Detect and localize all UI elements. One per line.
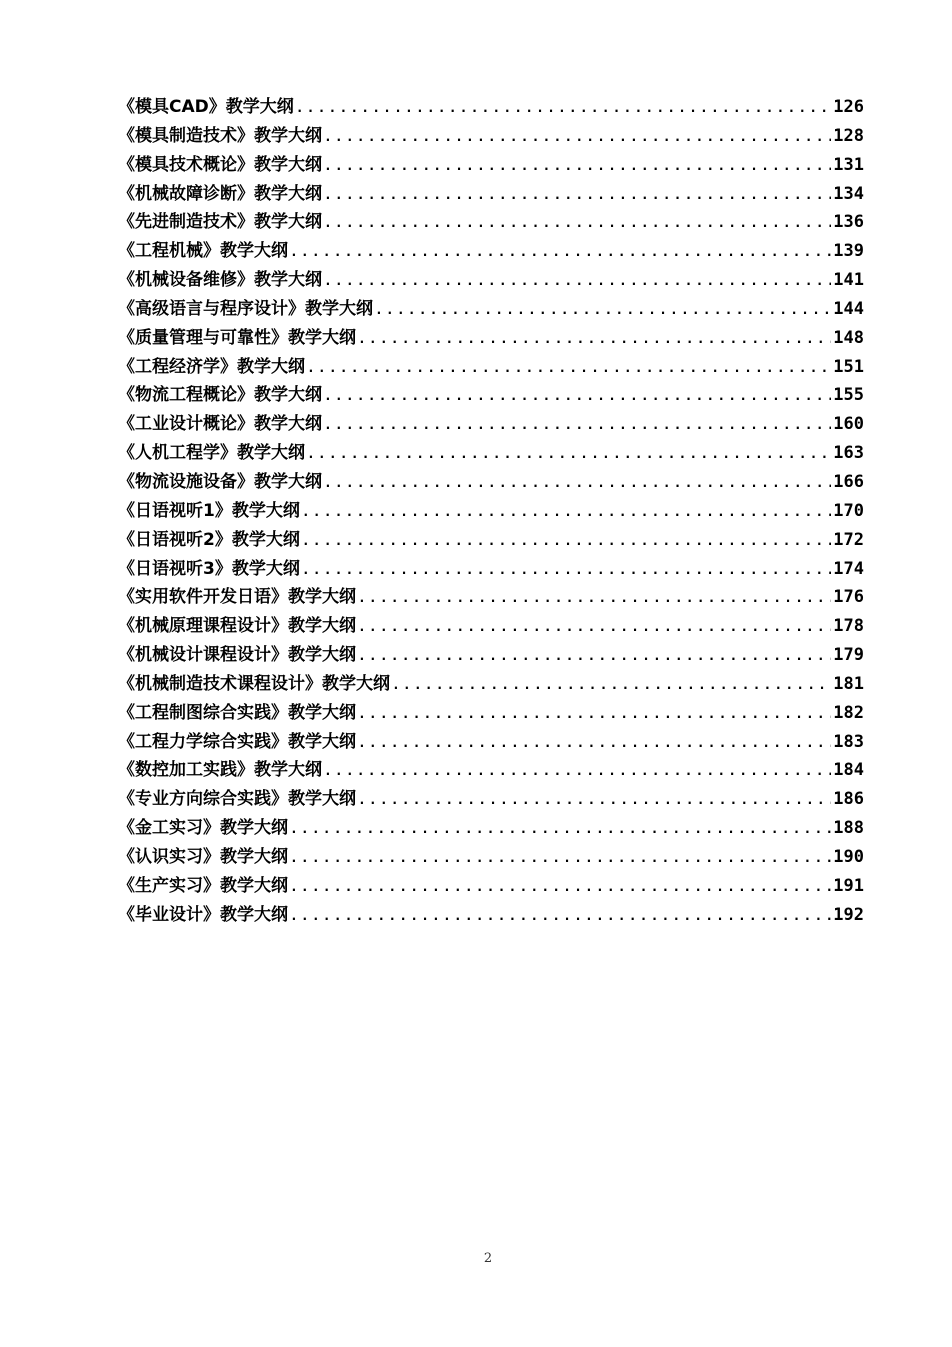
dot-leader (324, 764, 831, 779)
toc-entry[interactable] (118, 323, 864, 352)
toc-entry[interactable] (118, 755, 864, 784)
toc-entry-title: 《模具技术概论》教学大纲 (118, 154, 322, 175)
toc-entry-title: 《金工实习》教学大纲 (118, 818, 288, 839)
toc-entry-title: 《日语视听1》教学大纲 (118, 500, 300, 521)
dot-leader (307, 447, 831, 462)
toc-entry-title: 《模具制造技术》教学大纲 (118, 125, 322, 146)
toc-entry-title: 《高级语言与程序设计》教学大纲 (118, 298, 373, 319)
dot-leader (392, 678, 831, 693)
dot-leader (358, 707, 831, 722)
toc-entry[interactable] (118, 813, 864, 842)
toc-entry-page: 131 (833, 154, 864, 175)
toc-entry-title: 《先进制造技术》教学大纲 (118, 212, 322, 233)
toc-entry-page: 178 (833, 616, 864, 637)
toc-entry[interactable] (118, 150, 864, 179)
toc-entry[interactable] (118, 294, 864, 323)
toc-entry-title: 《生产实习》教学大纲 (118, 875, 288, 896)
toc-entry-page: 192 (833, 904, 864, 925)
dot-leader (290, 822, 831, 837)
toc-entry-page: 170 (833, 500, 864, 521)
toc-entry[interactable] (118, 92, 864, 121)
toc-entry-page: 155 (833, 385, 864, 406)
toc-entry-title: 《日语视听2》教学大纲 (118, 529, 300, 550)
toc-entry[interactable] (118, 236, 864, 265)
toc-entry[interactable] (118, 784, 864, 813)
dot-leader (302, 563, 831, 578)
toc-entry-page: 126 (833, 97, 864, 117)
dot-leader (290, 851, 831, 866)
toc-entry-page: 184 (833, 760, 864, 781)
toc-entry-title: 《质量管理与可靠性》教学大纲 (118, 327, 356, 348)
toc-entry-title: 《工程经济学》教学大纲 (118, 356, 305, 377)
toc-entry-page: 190 (833, 846, 864, 867)
toc-entry-page: 134 (833, 183, 864, 204)
toc-entry[interactable] (118, 121, 864, 150)
toc-entry-page: 141 (833, 270, 864, 291)
toc-entry[interactable] (118, 698, 864, 727)
toc-entry[interactable] (118, 467, 864, 496)
toc-entry-title: 《工程制图综合实践》教学大纲 (118, 702, 356, 723)
toc-entry-page: 160 (833, 414, 864, 435)
toc-entry[interactable] (118, 207, 864, 236)
toc-entry-title: 《机械设计课程设计》教学大纲 (118, 645, 356, 666)
toc-entry-page: 139 (833, 241, 864, 262)
toc-entry-title: 《实用软件开发日语》教学大纲 (118, 587, 356, 608)
toc-entry-title: 《模具CAD》教学大纲 (118, 97, 294, 117)
toc-entry-page: 179 (833, 645, 864, 666)
toc-entry-title: 《工程力学综合实践》教学大纲 (118, 731, 356, 752)
dot-leader (324, 389, 831, 404)
toc-entry[interactable] (118, 265, 864, 294)
toc-entry-page: 136 (833, 212, 864, 233)
dot-leader (375, 303, 831, 318)
dot-leader (290, 909, 831, 924)
dot-leader (358, 793, 831, 808)
toc-entry[interactable] (118, 380, 864, 409)
toc-entry[interactable] (118, 179, 864, 208)
toc-entry[interactable] (118, 352, 864, 381)
dot-leader (324, 274, 831, 289)
toc-entry-page: 128 (833, 125, 864, 146)
toc-entry-page: 163 (833, 443, 864, 464)
toc-entry-title: 《工业设计概论》教学大纲 (118, 414, 322, 435)
dot-leader (324, 476, 831, 491)
dot-leader (358, 620, 831, 635)
toc-entry-page: 176 (833, 587, 864, 608)
toc-entry-title: 《机械制造技术课程设计》教学大纲 (118, 673, 390, 694)
toc-entry-page: 148 (833, 327, 864, 348)
page-number: 2 (483, 1251, 493, 1266)
dot-leader (290, 880, 831, 895)
toc-entry[interactable] (118, 554, 864, 583)
toc-entry[interactable] (118, 842, 864, 871)
toc-entry-title: 《专业方向综合实践》教学大纲 (118, 789, 356, 810)
dot-leader (324, 159, 831, 174)
toc-entry-page: 166 (833, 471, 864, 492)
toc-entry-page: 181 (833, 673, 864, 694)
dot-leader (307, 361, 831, 376)
toc-entry[interactable] (118, 669, 864, 698)
toc-entry-title: 《物流工程概论》教学大纲 (118, 385, 322, 406)
toc-entry-title: 《机械原理课程设计》教学大纲 (118, 616, 356, 637)
toc-entry[interactable] (118, 496, 864, 525)
dot-leader (358, 736, 831, 751)
toc-entry-title: 《日语视听3》教学大纲 (118, 558, 300, 579)
toc-entry[interactable] (118, 727, 864, 756)
toc-entry-page: 186 (833, 789, 864, 810)
toc-entry-title: 《机械设备维修》教学大纲 (118, 270, 322, 291)
toc-entry-title: 《数控加工实践》教学大纲 (118, 760, 322, 781)
table-of-contents (118, 92, 864, 928)
toc-entry-page: 174 (833, 558, 864, 579)
dot-leader (324, 188, 831, 203)
toc-entry-title: 《工程机械》教学大纲 (118, 241, 288, 262)
toc-entry[interactable] (118, 900, 864, 929)
dot-leader (324, 216, 831, 231)
toc-entry-title: 《机械故障诊断》教学大纲 (118, 183, 322, 204)
toc-entry-page: 151 (833, 356, 864, 377)
toc-entry-page: 144 (833, 298, 864, 319)
dot-leader (358, 591, 831, 606)
dot-leader (302, 505, 831, 520)
toc-entry-title: 《认识实习》教学大纲 (118, 846, 288, 867)
toc-entry-title: 《物流设施设备》教学大纲 (118, 471, 322, 492)
toc-entry[interactable] (118, 409, 864, 438)
toc-entry[interactable] (118, 611, 864, 640)
dot-leader (324, 418, 831, 433)
toc-entry-page: 172 (833, 529, 864, 550)
toc-entry-page: 183 (833, 731, 864, 752)
toc-entry[interactable] (118, 438, 864, 467)
dot-leader (296, 101, 832, 116)
toc-entry-page: 188 (833, 818, 864, 839)
dot-leader (324, 130, 831, 145)
toc-entry[interactable] (118, 525, 864, 554)
dot-leader (358, 649, 831, 664)
dot-leader (290, 245, 831, 260)
toc-entry-page: 182 (833, 702, 864, 723)
toc-entry-title: 《毕业设计》教学大纲 (118, 904, 288, 925)
toc-entry[interactable] (118, 871, 864, 900)
toc-entry[interactable] (118, 582, 864, 611)
dot-leader (358, 332, 831, 347)
toc-entry-title: 《人机工程学》教学大纲 (118, 443, 305, 464)
toc-entry[interactable] (118, 640, 864, 669)
toc-entry-page: 191 (833, 875, 864, 896)
dot-leader (302, 534, 831, 549)
